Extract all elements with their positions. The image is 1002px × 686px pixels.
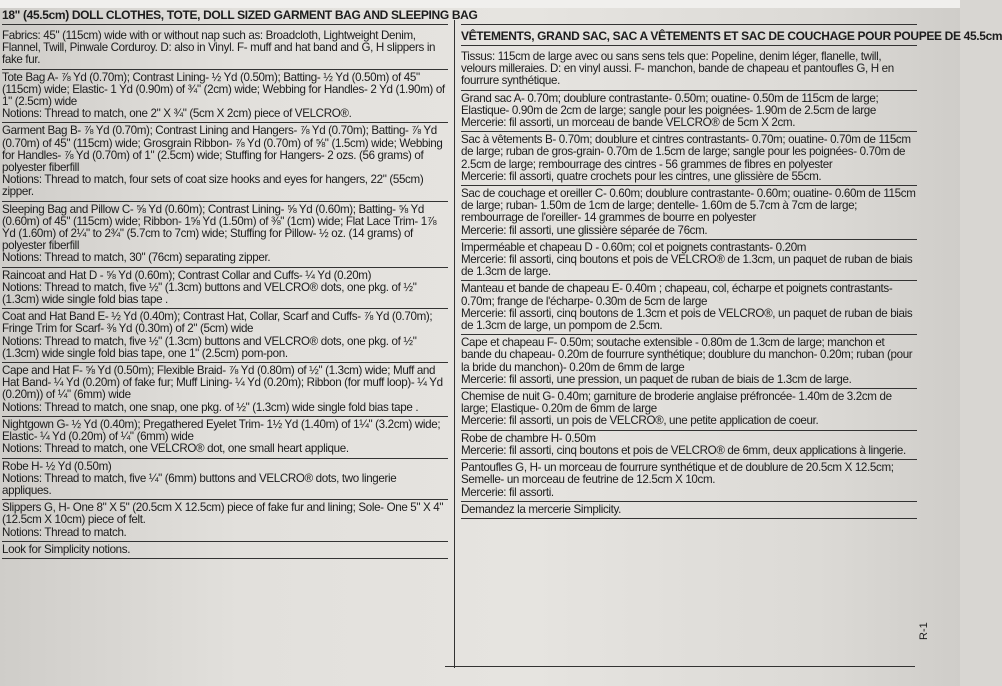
- left-section-line: Robe H- ½ Yd (0.50m): [2, 459, 112, 473]
- left-section-line: Notions: Thread to match, one VELCRO® dot, one small heart applique.: [2, 442, 349, 456]
- left-section-line: Fabrics: 45" (115cm) wide with or without nap such as: Broadcloth, Lightweight Denim, Flannel, Twill, Pinwale Corduroy. D: also in Vinyl. F- muff and hat band and G, H slippers in fake fur.: [2, 29, 436, 67]
- footer-rule: [445, 666, 915, 667]
- right-section: [461, 502, 917, 519]
- left-section: [2, 123, 448, 201]
- left-section: [2, 363, 448, 417]
- page-code: R-1: [918, 622, 930, 640]
- french-sections: [461, 49, 917, 519]
- right-section-line: Mercerie: fil assorti, cinq boutons de 1.3cm et pois de VELCRO®, un paquet de ruban de biais de 1.3cm de large, un pompom de 2.5cm.: [461, 306, 913, 333]
- left-section-line: Notions: Thread to match, 30" (76cm) separating zipper.: [2, 251, 271, 265]
- right-section-line: Manteau et bande de chapeau E- 0.40m ; chapeau, col, écharpe et poignets contrastants- 0.70m; frange de l'écharpe- 0.30m de 5cm de large: [461, 282, 893, 308]
- right-section-line: Tissus: 115cm de large avec ou sans sens tels que: Popeline, denim léger, flanelle, twill, velours milleraies. D: en vinyl aussi. F- manchon, bande de chapeau et pantoufles G, H en fourrure synthétique.: [461, 50, 894, 88]
- right-section: [461, 186, 917, 240]
- right-section-line: Mercerie: fil assorti, un pois de VELCRO®, une petite application de coeur.: [461, 414, 819, 428]
- left-section-line: Look for Simplicity notions.: [2, 542, 131, 556]
- right-section-line: Sac à vêtements B- 0.70m; doublure et cintres contrastants- 0.70m; ouatine- 0.70m de 115cm de large; ruban de gros-grain- 0.70m de 1.5cm de large; sangle pour les poignées- 0.70m de 2.5cm de large; rembourrage des cintres - 56 grammes de fibres en polyester: [461, 133, 911, 171]
- right-section: [461, 91, 917, 133]
- english-sections: [2, 28, 448, 559]
- right-section-line: Sac de couchage et oreiller C- 0.60m; doublure contrastante- 0.60m; ouatine- 0.60m de 115cm de large; ruban- 1.50m de 1cm de large; dentelle- 1.60m de 5.7cm à 7cm de large; rembourrage de l'oreiller- 14 grammes de bourre en polyester: [461, 187, 916, 225]
- right-section-line: Cape et chapeau F- 0.50m; soutache extensible - 0.80m de 1.3cm de large; manchon et bande du chapeau- 0.20m de fourrure synthétique; doublure du manchon- 0.20m; ruban (pour la bride du manchon)- 0.20m de 6mm de large: [461, 336, 913, 374]
- right-section: [461, 389, 917, 431]
- left-section-line: Notions: Thread to match, four sets of coat size hooks and eyes for hangers, 22" (55cm) zipper.: [2, 173, 424, 199]
- right-section-line: Mercerie: fil assorti, cinq boutons et pois de VELCRO® de 1.3cm, un paquet de ruban de biais de 1.3cm de large.: [461, 253, 913, 279]
- column-divider: [454, 20, 455, 668]
- right-section-line: Mercerie: fil assorti, une pression, un paquet de ruban de biais de 1.3cm de large.: [461, 372, 852, 386]
- right-section-line: Robe de chambre H- 0.50m: [461, 431, 596, 445]
- left-section: [2, 309, 448, 363]
- right-section: [461, 132, 917, 186]
- left-section-line: Notions: Thread to match, five ½" (1.3cm) buttons and VELCRO® dots, one pkg. of ½" (1.3cm) wide single fold bias tape .: [2, 280, 417, 307]
- left-section: [2, 70, 448, 124]
- left-section: [2, 28, 448, 70]
- left-section-line: Notions: Thread to match, one snap, one pkg. of ½" (1.3cm) wide single fold bias tape .: [2, 400, 419, 414]
- left-section-line: Notions: Thread to match, five ¼" (6mm) buttons and VELCRO® dots, two lingerie appliques.: [2, 471, 397, 497]
- right-section: [461, 335, 917, 389]
- left-section: [2, 500, 448, 542]
- left-section: [2, 417, 448, 459]
- french-column: [461, 4, 1002, 519]
- left-section-line: Raincoat and Hat D - ⅝ Yd (0.60m); Contrast Collar and Cuffs- ¼ Yd (0.20m): [2, 268, 372, 282]
- left-section-line: Notions: Thread to match.: [2, 525, 127, 539]
- right-section-line: Grand sac A- 0.70m; doublure contrastante- 0.50m; ouatine- 0.50m de 115cm de large; Elastique- 0.90m de 2cm de large; sangle pour les poignées- 1.90m de 2.5cm de large: [461, 91, 879, 117]
- right-section-line: Mercerie: fil assorti, un morceau de bande VELCRO® de 5cm X 2cm.: [461, 116, 796, 130]
- left-section-line: Cape and Hat F- ⅝ Yd (0.50m); Flexible Braid- ⅞ Yd (0.80m) of ½" (1.3cm) wide; Muff and Hat Band- ¼ Yd (0.20m) of fake fur; Muff Lining- ¼ Yd (0.20m); Ribbon (for muff loop)- ¼ Yd (0.20m)) of ¼" (6mm) wide: [2, 364, 443, 402]
- right-section-line: Demandez la mercerie Simplicity.: [461, 502, 621, 516]
- left-section-line: Sleeping Bag and Pillow C- ⅝ Yd (0.60m); Contrast Lining- ⅝ Yd (0.60m); Batting- ⅝ Yd (0.60m) of 45" (115cm) wide; Ribbon- 1⅝ Yd (1.50m) of ⅜" (1cm) wide; Flat Lace Trim- 1⅞ Yd (1.60m) of 2¼" to 2¾" (5.7cm to 7cm) wide; Stuffing for Pillow- ½ oz. (14 grams) of polyester fiberfill: [2, 202, 437, 253]
- french-title: VÊTEMENTS, GRAND SAC, SAC A VÊTEMENTS ET SAC DE COUCHAGE POUR POUPEE DE 45.5cm: [461, 24, 917, 46]
- left-section: [2, 542, 448, 559]
- right-section-line: Chemise de nuit G- 0.40m; garniture de broderie anglaise préfroncée- 1.40m de 3.2cm de large; Elastique- 0.20m de 6mm de large: [461, 390, 892, 416]
- left-section-line: Coat and Hat Band E- ½ Yd (0.40m); Contrast Hat, Collar, Scarf and Cuffs- ⅞ Yd (0.70m); Fringe Trim for Scarf- ⅜ Yd (0.30m) of 2" (5cm) wide: [2, 310, 433, 336]
- english-column: [2, 4, 478, 559]
- left-section: [2, 268, 448, 310]
- left-section-line: Notions: Thread to match, one 2" X ¾" (5cm X 2cm) piece of VELCRO®.: [2, 107, 352, 121]
- left-section-line: Nightgown G- ½ Yd (0.40m); Pregathered Eyelet Trim- 1½ Yd (1.40m) of 1¼" (3.2cm) wide; Elastic- ¼ Yd (0.20m) of ¼" (6mm) wide: [2, 417, 441, 444]
- right-section-line: Imperméable et chapeau D - 0.60m; col et poignets contrastants- 0.20m: [461, 240, 807, 254]
- left-section-line: Garment Bag B- ⅞ Yd (0.70m); Contrast Lining and Hangers- ⅞ Yd (0.70m); Batting- ⅞ Yd (0.70m) of 45" (115cm) wide; Grosgrain Ribbon- ⅞ Yd (0.70m) of ⅝" (1.5cm) wide; Webbing for Handles- ⅞ Yd (0.70m) of 1" (2.5cm) wide; Stuffing for Hangers- 2 ozs. (56 grams) of polyester fiberfill: [2, 124, 443, 175]
- left-section-line: Notions: Thread to match, five ½" (1.3cm) buttons and VELCRO® dots, one pkg. of ½" (1.3cm) wide single fold bias tape, one 1" (2.5cm) pom-pon.: [2, 334, 417, 360]
- right-section-line: Mercerie: fil assorti.: [461, 485, 554, 499]
- left-section: [2, 202, 448, 268]
- right-section: [461, 281, 917, 335]
- right-section: [461, 460, 917, 502]
- right-section-line: Mercerie: fil assorti, cinq boutons et pois de VELCRO® de 6mm, deux applications à lingerie.: [461, 443, 906, 457]
- right-section: [461, 240, 917, 282]
- right-section-line: Pantoufles G, H- un morceau de fourrure synthétique et de doublure de 20.5cm X 12.5cm; Semelle- un morceau de feutrine de 12.5cm X 10cm.: [461, 461, 894, 487]
- right-section: [461, 431, 917, 460]
- left-section-line: Tote Bag A- ⅞ Yd (0.70m); Contrast Lining- ½ Yd (0.50m); Batting- ½ Yd (0.50m) of 45" (115cm) wide; Elastic- 1 Yd (0.90m) of ¾" (2cm) wide; Webbing for Handles- 2 Yd (1.90m) of 1" (2.5cm) wide: [2, 70, 445, 109]
- right-section-line: Mercerie: fil assorti, quatre crochets pour les cintres, une glissière de 55cm.: [461, 169, 822, 183]
- right-section: [461, 49, 917, 91]
- left-section: [2, 459, 448, 501]
- left-section-line: Slippers G, H- One 8" X 5" (20.5cm X 12.5cm) piece of fake fur and lining; Sole- One 5" X 4" (12.5cm X 10cm) piece of felt.: [2, 501, 444, 527]
- right-section-line: Mercerie: fil assorti, une glissière séparée de 76cm.: [461, 223, 708, 237]
- english-title: 18" (45.5cm) DOLL CLOTHES, TOTE, DOLL SIZED GARMENT BAG AND SLEEPING BAG: [2, 8, 448, 25]
